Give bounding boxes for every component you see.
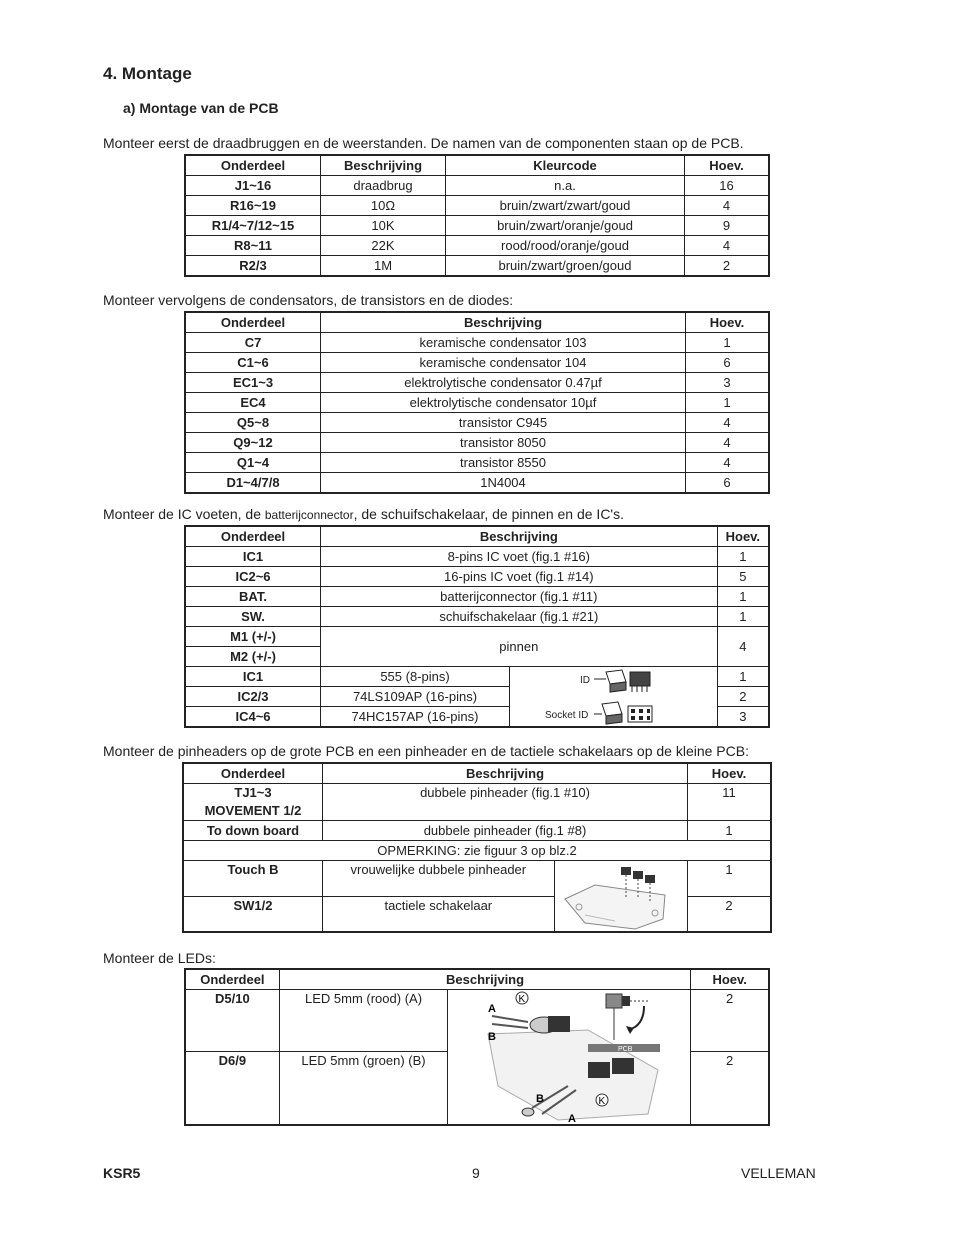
cell-desc: keramische condensator 104 (321, 353, 686, 373)
intro-leds: Monteer de LEDs: (103, 950, 216, 966)
cell-qty: 1 (686, 333, 770, 353)
ic-socket-illustration (510, 668, 684, 726)
fig-socket-label: Socket ID (545, 709, 589, 721)
cell-desc: 1N4004 (321, 473, 686, 494)
table-row (183, 841, 771, 861)
cell-qty: 2 (685, 256, 770, 277)
section-title: 4. Montage (103, 64, 192, 83)
cell-qty: 9 (685, 216, 770, 236)
cell-desc: draadbrug (321, 176, 446, 196)
table-header-row (183, 763, 771, 784)
part-line: MOVEMENT 1/2 (204, 803, 302, 818)
cell-qty: 2 (688, 896, 772, 932)
cell-part: SW. (185, 607, 321, 627)
table-row (185, 587, 769, 607)
col-header: Onderdeel (185, 155, 321, 176)
cell-qty: 2 (691, 990, 769, 1052)
ic-socket-icon (602, 702, 652, 724)
cell-desc: pinnen (321, 627, 718, 667)
cell-part: BAT. (185, 587, 321, 607)
small-pcb-figure (554, 861, 687, 933)
cell-qty: 4 (717, 627, 769, 667)
cell-color: rood/rood/oranje/goud (446, 236, 685, 256)
cell-part: IC1 (185, 547, 321, 567)
fig-label-a2: A (568, 1113, 577, 1124)
cell-qty: 4 (686, 413, 770, 433)
fig-id-label: ID (580, 674, 590, 686)
col-header: Kleurcode (446, 155, 685, 176)
table-row (183, 821, 771, 841)
cell-desc: transistor 8050 (321, 433, 686, 453)
col-header: Onderdeel (185, 526, 321, 547)
cell-desc: 8-pins IC voet (fig.1 #16) (321, 547, 718, 567)
table-header-row (185, 155, 769, 176)
table-row (185, 473, 769, 494)
intro-capacitors: Monteer vervolgens de condensators, de transistors en de diodes: (103, 292, 514, 308)
cell-qty: 3 (686, 373, 770, 393)
col-header: Beschrijving (321, 312, 686, 333)
cell-desc: dubbele pinheader (fig.1 #10) (323, 784, 688, 821)
table-header-row (185, 526, 769, 547)
cell-qty: 4 (686, 433, 770, 453)
cell-qty: 1 (717, 547, 769, 567)
table-row (185, 196, 769, 216)
cell-desc: 74LS109AP (16-pins) (321, 687, 510, 707)
col-header: Beschrijving (279, 969, 691, 990)
table-row (185, 547, 769, 567)
table-header-row (185, 969, 769, 990)
cell-qty: 4 (685, 196, 770, 216)
part-line: TJ1~3 (234, 785, 272, 800)
cell-desc: elektrolytische condensator 10µf (321, 393, 686, 413)
pinheader-icon (621, 867, 655, 901)
cell-desc: dubbele pinheader (fig.1 #8) (323, 821, 688, 841)
col-header: Hoev. (717, 526, 769, 547)
cell-desc: vrouwelijke dubbele pinheader (323, 861, 555, 897)
ic-table (184, 525, 770, 728)
table-row (185, 990, 769, 1052)
cell-qty: 5 (717, 567, 769, 587)
cell-qty: 2 (691, 1051, 769, 1125)
table-row (185, 413, 769, 433)
cell-desc: LED 5mm (rood) (A) (279, 990, 447, 1052)
ic-orientation-figure (510, 667, 718, 728)
cell-desc: LED 5mm (groen) (B) (279, 1051, 447, 1125)
cell-qty: 4 (685, 236, 770, 256)
cell-color: bruin/zwart/groen/goud (446, 256, 685, 277)
cell-desc: 10K (321, 216, 446, 236)
col-header: Onderdeel (185, 969, 279, 990)
cell-part: C1~6 (185, 353, 321, 373)
cell-part: R2/3 (185, 256, 321, 277)
footer-brand: VELLEMAN (741, 1165, 816, 1181)
intro-text: , de schuifschakelaar, de pinnen en de IC's. (353, 506, 624, 522)
cell-part (183, 784, 323, 821)
pinheader-table (182, 762, 772, 933)
cell-part: IC1 (185, 667, 321, 687)
cell-qty: 11 (688, 784, 772, 821)
intro-pinheaders: Monteer de pinheaders op de grote PCB en een pinheader en de tactiele schakelaars op de kleine PCB: (103, 743, 749, 759)
led-illustration (448, 990, 688, 1124)
table-row (185, 667, 769, 687)
cell-qty: 1 (717, 587, 769, 607)
table-row (183, 784, 771, 821)
cell-part: M2 (+/-) (185, 647, 321, 667)
table-row (185, 433, 769, 453)
cell-part: EC1~3 (185, 373, 321, 393)
resistor-table (184, 154, 770, 277)
cell-desc: transistor C945 (321, 413, 686, 433)
cell-qty: 1 (717, 667, 769, 687)
cell-part: Q9~12 (185, 433, 321, 453)
intro-ic-sockets (103, 506, 624, 522)
cell-color: bruin/zwart/oranje/goud (446, 216, 685, 236)
intro-text-small: batterijconnector (264, 508, 354, 522)
cell-part: Q1~4 (185, 453, 321, 473)
fig-label-k2: K (598, 1096, 606, 1107)
capacitor-table (184, 311, 770, 494)
cell-qty: 1 (686, 393, 770, 413)
cell-qty: 1 (688, 821, 772, 841)
table-row (185, 567, 769, 587)
cell-qty: 4 (686, 453, 770, 473)
cell-desc: batterijconnector (fig.1 #11) (321, 587, 718, 607)
cell-desc: tactiele schakelaar (323, 896, 555, 932)
cell-part: D5/10 (185, 990, 279, 1052)
cell-part: IC4~6 (185, 707, 321, 728)
cell-part: Q5~8 (185, 413, 321, 433)
cell-part: Touch B (183, 861, 323, 897)
col-header: Onderdeel (185, 312, 321, 333)
col-header: Hoev. (688, 763, 772, 784)
table-row (185, 393, 769, 413)
cell-qty: 6 (686, 353, 770, 373)
col-header: Hoev. (686, 312, 770, 333)
cell-part: D6/9 (185, 1051, 279, 1125)
table-row (185, 256, 769, 277)
table-row (185, 453, 769, 473)
ic-chip-icon (606, 670, 650, 692)
footer-model: KSR5 (103, 1165, 141, 1181)
col-header: Beschrijving (321, 526, 718, 547)
cell-part: J1~16 (185, 176, 321, 196)
table-row (185, 353, 769, 373)
led-table (184, 968, 770, 1126)
cell-desc: 10Ω (321, 196, 446, 216)
table-row (185, 333, 769, 353)
table-row (185, 373, 769, 393)
table-row (185, 236, 769, 256)
cell-qty: 1 (717, 607, 769, 627)
cell-qty: 16 (685, 176, 770, 196)
led-a-icon (492, 1016, 570, 1033)
cell-desc: 1M (321, 256, 446, 277)
table-row (185, 176, 769, 196)
col-header: Onderdeel (183, 763, 323, 784)
fig-label-pcb: PCB (618, 1046, 633, 1053)
footer-page-number: 9 (472, 1165, 480, 1181)
cell-color: bruin/zwart/zwart/goud (446, 196, 685, 216)
cell-color: n.a. (446, 176, 685, 196)
table-row (185, 607, 769, 627)
cell-part: IC2/3 (185, 687, 321, 707)
col-header: Hoev. (691, 969, 769, 990)
cell-desc: 74HC157AP (16-pins) (321, 707, 510, 728)
fig-label-b: B (488, 1031, 497, 1043)
cell-part: M1 (+/-) (185, 627, 321, 647)
led-orientation-icon (606, 994, 648, 1040)
cell-desc: 16-pins IC voet (fig.1 #14) (321, 567, 718, 587)
col-header: Beschrijving (321, 155, 446, 176)
cell-qty: 2 (717, 687, 769, 707)
cell-part: SW1/2 (183, 896, 323, 932)
col-header: Beschrijving (323, 763, 688, 784)
col-header: Hoev. (685, 155, 770, 176)
cell-part: R1/4~7/12~15 (185, 216, 321, 236)
cell-part: IC2~6 (185, 567, 321, 587)
cell-desc: keramische condensator 103 (321, 333, 686, 353)
cell-part: R16~19 (185, 196, 321, 216)
small-pcb-illustration (555, 861, 687, 931)
intro-text: Monteer de IC voeten, de (103, 506, 265, 522)
table-header-row (185, 312, 769, 333)
cell-part: To down board (183, 821, 323, 841)
cell-part: R8~11 (185, 236, 321, 256)
led-figure (448, 990, 691, 1126)
cell-part: EC4 (185, 393, 321, 413)
table-row (185, 216, 769, 236)
cell-desc: elektrolytische condensator 0.47µf (321, 373, 686, 393)
table-row (183, 861, 771, 897)
cell-qty: 1 (688, 861, 772, 897)
table-row (185, 627, 769, 647)
subsection-title: a) Montage van de PCB (123, 100, 279, 116)
fig-label-b2: B (536, 1093, 545, 1105)
intro-resistors: Monteer eerst de draadbruggen en de weerstanden. De namen van de componenten staan op de PCB. (103, 135, 744, 151)
cell-desc: transistor 8550 (321, 453, 686, 473)
cell-part: C7 (185, 333, 321, 353)
cell-desc: 22K (321, 236, 446, 256)
fig-label-k: K (518, 994, 526, 1005)
cell-desc: schuifschakelaar (fig.1 #21) (321, 607, 718, 627)
cell-qty: 6 (686, 473, 770, 494)
cell-part: D1~4/7/8 (185, 473, 321, 494)
cell-qty: 3 (717, 707, 769, 728)
fig-label-a: A (488, 1003, 497, 1015)
cell-desc: 555 (8-pins) (321, 667, 510, 687)
table-note: OPMERKING: zie figuur 3 op blz.2 (183, 841, 771, 861)
